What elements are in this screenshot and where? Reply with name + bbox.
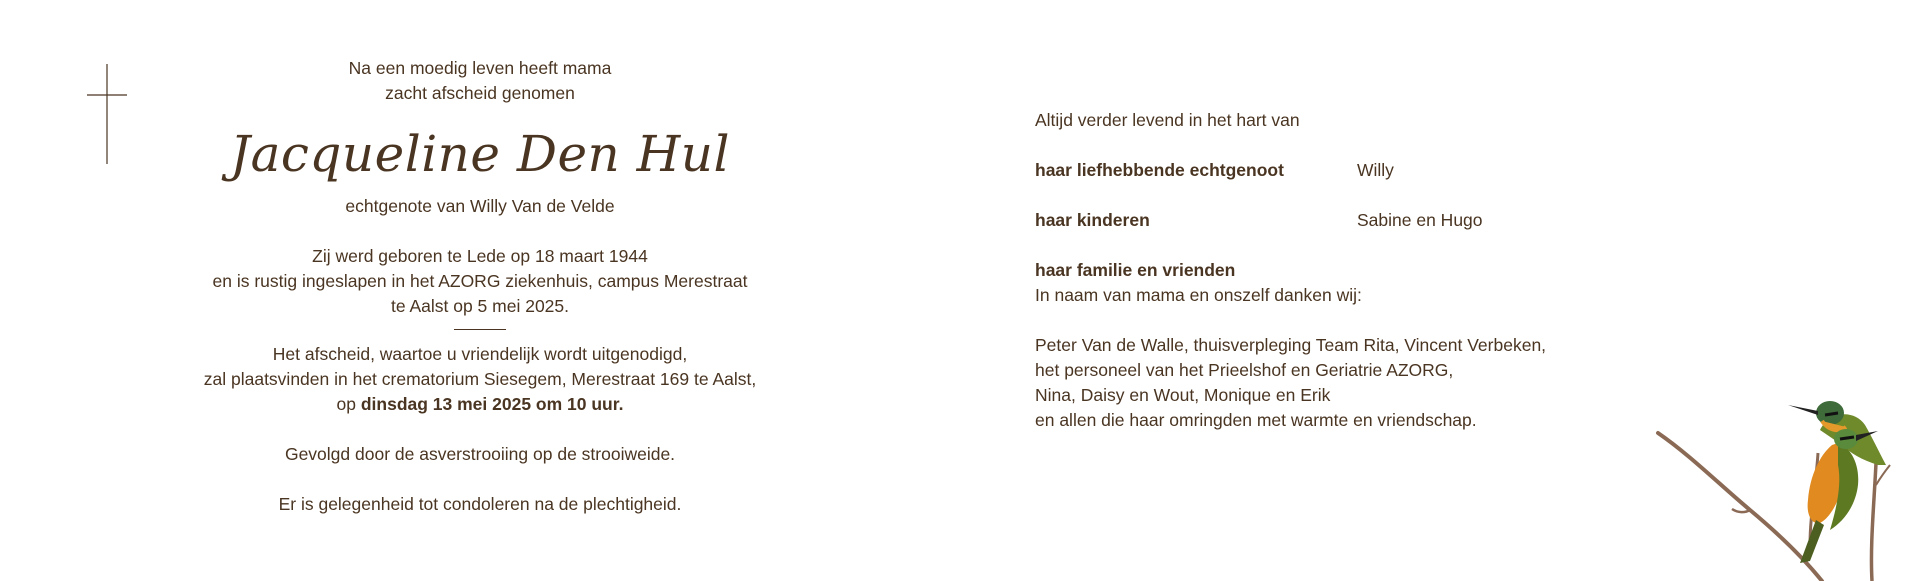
scattering-line: Gevolgd door de asverstrooiing op de strooiweide. — [284, 444, 676, 464]
condolences-line: Er is gelegenheid tot condoleren na de plechtigheid. — [278, 494, 682, 514]
thanks-heading: In naam van mama en onszelf danken wij: — [1035, 285, 1362, 305]
left-panel — [180, 56, 780, 517]
relative-row — [1035, 158, 1575, 183]
relative-relation: haar kinderen — [1035, 210, 1150, 230]
ceremony-line: Het afscheid, waartoe u vriendelijk wordt uitgenodigd, — [272, 344, 688, 364]
deceased-name: Jacqueline Den Hul — [230, 125, 730, 183]
relative-relation: haar familie en vrienden — [1035, 260, 1236, 280]
birth-line: Zij werd geboren te Lede op 18 maart 1944 — [312, 246, 648, 266]
relative-names: Sabine en Hugo — [1357, 210, 1483, 230]
intro-text — [180, 56, 780, 106]
relative-names: Willy — [1357, 160, 1394, 180]
thanks-line: Nina, Daisy en Wout, Monique en Erik — [1035, 385, 1331, 405]
spouse-line: echtgenote van Willy Van de Velde — [345, 196, 615, 216]
thanks-line: en allen die haar omringden met warmte en vriendschap. — [1035, 410, 1477, 430]
ceremony-prefix: op — [336, 394, 361, 414]
thanks-line: Peter Van de Walle, thuisverpleging Team Rita, Vincent Verbeken, — [1035, 335, 1547, 355]
ceremony-date: dinsdag 13 mei 2025 om 10 uur. — [360, 394, 624, 414]
bee-eater-birds-illustration — [1650, 335, 1910, 581]
birth-line: te Aalst op 5 mei 2025. — [390, 296, 570, 316]
thanks-line: het personeel van het Prieelshof en Geriatrie AZORG, — [1035, 360, 1454, 380]
ceremony-line: zal plaatsvinden in het crematorium Siesegem, Merestraat 169 te Aalst, — [203, 369, 757, 389]
thanks-list — [1035, 333, 1575, 433]
remembrance-heading: Altijd verder levend in het hart van — [1035, 110, 1300, 130]
right-panel — [1035, 108, 1575, 433]
ceremony-date-line — [180, 392, 780, 417]
divider — [454, 329, 506, 330]
relative-row — [1035, 208, 1575, 233]
birth-line: en is rustig ingeslapen in het AZORG ziekenhuis, campus Merestraat — [212, 271, 748, 291]
relative-row — [1035, 258, 1575, 283]
intro-line: zacht afscheid genomen — [385, 83, 575, 103]
intro-line: Na een moedig leven heeft mama — [348, 58, 612, 78]
relative-relation: haar liefhebbende echtgenoot — [1035, 160, 1284, 180]
cross-icon — [87, 64, 127, 164]
